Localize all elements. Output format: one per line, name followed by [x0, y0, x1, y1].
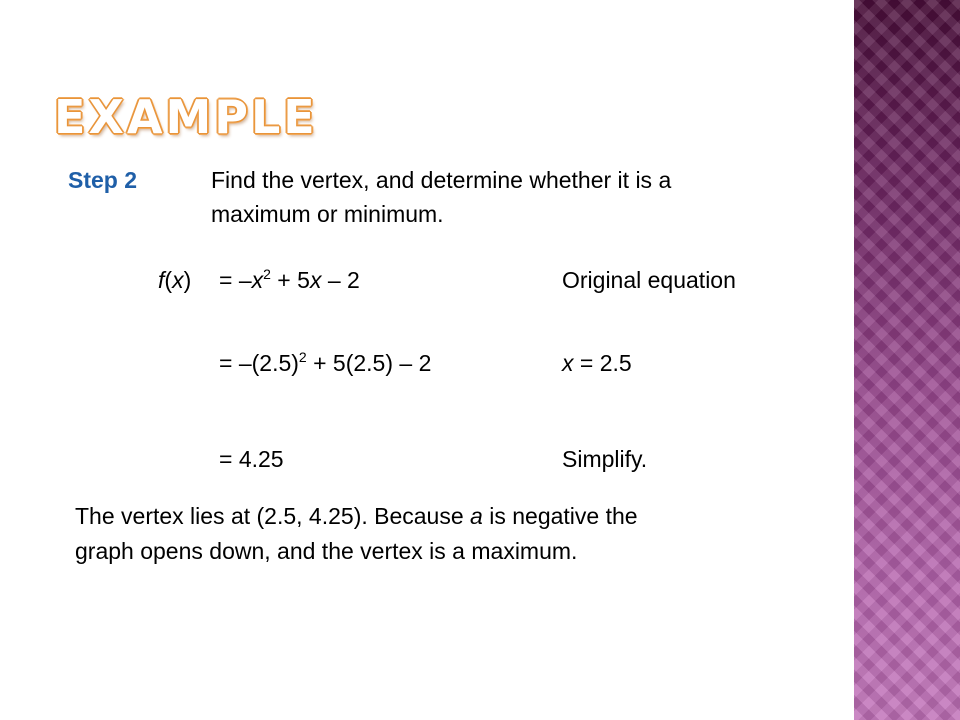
conclusion-line-2: graph opens down, and the vertex is a maximum. [75, 538, 578, 564]
equation-step-1: = $-x^2 + 5x - 2$ [219, 266, 360, 293]
note-step-1: Original equation [562, 267, 736, 293]
note-step-2: x = 2.5 [562, 350, 632, 376]
instruction-line-2: maximum or minimum. [211, 201, 444, 227]
equation-step-3: = 4.25 [219, 446, 284, 472]
note-step-3: Simplify. [562, 446, 648, 472]
function-notation: f(x) [158, 267, 192, 293]
equation-step-2: = $-(2.5)^2 + 5(2.5) - 2$ [219, 349, 432, 376]
instruction-line-1: Find the vertex, and determine whether it is a [211, 167, 672, 193]
step-label: Step 2 [68, 167, 138, 193]
decorative-sidebar [854, 0, 960, 720]
slide-title: EXAMPLE [54, 90, 318, 144]
conclusion-line-1: The vertex lies at (2.5, 4.25). Because a is negative the [75, 503, 638, 529]
